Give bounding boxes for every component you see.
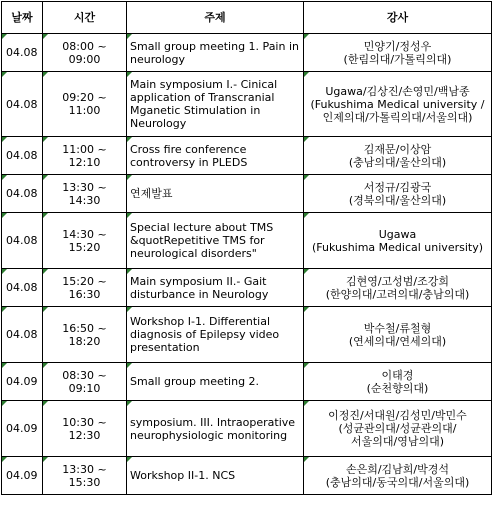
date-cell: 04.08	[2, 72, 43, 137]
date-cell: 04.09	[2, 401, 43, 457]
header-date: 날짜	[2, 2, 43, 34]
speaker-cell-line: Ugawa/김상진/손영민/백남종	[325, 84, 470, 98]
table-row	[2, 72, 492, 137]
topic-cell	[127, 401, 304, 457]
topic-cell	[127, 213, 304, 269]
topic-cell-line: Main symposium II.- Gait	[130, 274, 267, 288]
speaker-cell-line: (순천향의대)	[366, 381, 429, 395]
topic-cell-line: Workshop I-1. Differential	[130, 315, 271, 328]
topic-cell-line: disturbance in Neurology	[130, 287, 269, 301]
table-row	[2, 269, 492, 307]
speaker-cell-line: (충남의대/울산의대)	[348, 155, 447, 169]
speaker-cell-line: 민양기/정성우	[363, 39, 432, 53]
speaker-cell	[304, 137, 492, 175]
topic-cell	[127, 34, 304, 72]
header-speaker: 강사	[304, 2, 492, 34]
speaker-cell	[304, 457, 492, 495]
topic-cell-line: Cross fire conference	[130, 142, 247, 156]
date-cell: 04.08	[2, 175, 43, 213]
table-row	[2, 34, 492, 72]
table-row	[2, 213, 492, 269]
speaker-cell-line: (Fukushima Medical university /	[310, 97, 485, 111]
topic-cell-line: &quotRepetitive TMS for	[130, 234, 265, 247]
date-cell: 04.08	[2, 307, 43, 363]
topic-cell-line: Small group meeting 2.	[130, 375, 260, 388]
topic-cell-line: 연제발표	[130, 187, 173, 200]
topic-cell	[127, 307, 304, 363]
speaker-cell	[304, 401, 492, 457]
date-cell: 04.09	[2, 363, 43, 401]
topic-cell	[127, 137, 304, 175]
time-cell: 10:30 ~ 12:30	[43, 401, 127, 457]
topic-cell-line: application of Transcranial	[130, 91, 275, 104]
speaker-cell-line: (Fukushima Medical university)	[311, 240, 484, 254]
date-cell: 04.08	[2, 213, 43, 269]
speaker-cell-line: (한림의대/가톨릭의대)	[343, 52, 452, 66]
table-row	[2, 363, 492, 401]
topic-cell	[127, 457, 304, 495]
speaker-cell-line: 인제의대/가톨릭의대/서울의대)	[322, 110, 473, 124]
schedule-table	[1, 1, 492, 495]
speaker-cell	[304, 175, 492, 213]
speaker-cell-line: (경북의대/울산의대)	[348, 193, 447, 207]
topic-cell	[127, 363, 304, 401]
speaker-cell	[304, 307, 492, 363]
speaker-cell-line: 김현영/고성범/조강희	[345, 274, 450, 288]
table-row	[2, 307, 492, 363]
date-cell: 04.08	[2, 137, 43, 175]
topic-cell-line: Workshop II-1. NCS	[130, 469, 236, 482]
topic-cell-line: neurology	[130, 52, 185, 66]
time-cell: 15:20 ~ 16:30	[43, 269, 127, 307]
date-cell: 04.08	[2, 269, 43, 307]
topic-cell-line: neurophysiologic monitoring	[130, 428, 288, 442]
time-cell: 14:30 ~ 15:20	[43, 213, 127, 269]
table-row	[2, 137, 492, 175]
time-cell: 13:30 ~ 15:30	[43, 457, 127, 495]
speaker-cell-line: 이태경	[381, 368, 414, 382]
topic-cell-line: neurological disorders"	[130, 247, 257, 260]
topic-cell-line: symposium. III. Intraoperative	[130, 415, 296, 429]
topic-cell	[127, 269, 304, 307]
speaker-cell-line: 서울의대/영남의대)	[350, 435, 444, 448]
speaker-cell-line: 이정진/서대원/김성민/박민수	[328, 409, 467, 422]
date-cell: 04.09	[2, 457, 43, 495]
table-row	[2, 457, 492, 495]
topic-cell-line: Neurology	[130, 117, 187, 130]
time-cell: 08:00 ~ 09:00	[43, 34, 127, 72]
speaker-cell-line: 서정규/김광국	[363, 180, 432, 194]
topic-cell	[127, 175, 304, 213]
time-cell: 16:50 ~ 18:20	[43, 307, 127, 363]
topic-cell-line: Small group meeting 1. Pain in	[130, 39, 299, 53]
speaker-cell	[304, 213, 492, 269]
speaker-cell-line: 박수철/류철형	[363, 321, 432, 335]
topic-cell	[127, 72, 304, 137]
speaker-cell	[304, 363, 492, 401]
speaker-cell-line: 김재문/이상암	[363, 142, 432, 156]
speaker-cell-line: Ugawa	[378, 227, 417, 241]
table-row	[2, 175, 492, 213]
time-cell: 11:00 ~ 12:10	[43, 137, 127, 175]
speaker-cell	[304, 269, 492, 307]
topic-cell-line: Main symposium I.- Cinical	[130, 78, 278, 91]
header-time: 시간	[43, 2, 127, 34]
topic-cell-line: controversy in PLEDS	[130, 155, 248, 169]
speaker-cell	[304, 34, 492, 72]
topic-cell-line: Mganetic Stimulation in	[130, 104, 261, 117]
header-topic: 주제	[127, 2, 304, 34]
speaker-cell-line: (연세의대/연세의대)	[348, 334, 447, 348]
time-cell: 13:30 ~ 14:30	[43, 175, 127, 213]
speaker-cell	[304, 72, 492, 137]
date-cell: 04.08	[2, 34, 43, 72]
speaker-cell-line: (한양의대/고려의대/충남의대)	[325, 287, 470, 301]
topic-cell-line: presentation	[130, 341, 200, 354]
speaker-cell-line: (충남의대/동국의대/서울의대)	[325, 475, 470, 489]
speaker-cell-line: 손은희/김남희/박경석	[345, 462, 450, 476]
speaker-cell-line: (성균관의대/성균관의대/	[338, 422, 457, 435]
header-row	[2, 2, 492, 34]
time-cell: 09:20 ~ 11:00	[43, 72, 127, 137]
topic-cell-line: diagnosis of Epilepsy video	[130, 328, 280, 341]
time-cell: 08:30 ~ 09:10	[43, 363, 127, 401]
table-row	[2, 401, 492, 457]
topic-cell-line: Special lecture about TMS	[130, 221, 274, 234]
